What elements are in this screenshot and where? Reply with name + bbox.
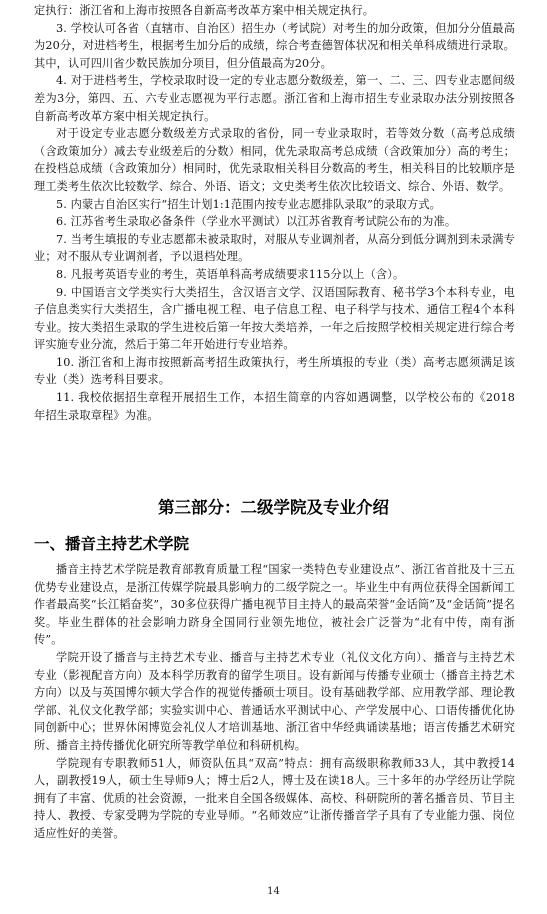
paragraph-continued-rule: 定执行：浙江省和上海市按照各自新高考改革方案中相关规定执行。 [34, 4, 375, 17]
paragraph-rule-7: 7. 当考生填报的专业志愿都未被录取时，对服从专业调剂者，从高分到低分调剂到未录满专业；对不服从专业调剂者，予以退档处理。 [34, 232, 515, 264]
paragraph-rule-4-detail: 对于设定专业志愿分数级差方式录取的省份，同一专业录取时，若等效分数（高考总成绩（含政策加分）减去专业级差后的分数）相同，优先录取高考总成绩（含政策加分）高的考生；在投档总成绩（含政策加分）相同时，优先录取相关科目分数高的考生，相关科目的比较顺序是理工类考生依次比较数学、综合、外语、语文；文史类考生依次比较语文、综合、外语、数学。 [34, 127, 515, 193]
paragraph-college-faculty: 学院现有专职教师51人，师资队伍具“双高”特点：拥有高级职称教师33人，其中教授14人，副教授19人，硕士生导师9人；博士后2人，博士及在读18人。三十多年的办学经历让学院拥有了丰富、优质的社会资源，一批来自全国各级媒体、高校、科研院所的著名播音员、节目主持人、教授、专家受聘为学院的专业导师。“名师效应”让浙传播音学子具有了专业能力强、岗位适应性好的美誉。 [34, 756, 515, 840]
college-introduction-text [34, 561, 515, 843]
page-number: 14 [267, 886, 280, 897]
paragraph-rule-10: 10. 浙江省和上海市按照新高考招生政策执行，考生所填报的专业（类）高考志愿须满足该专业（类）选考科目要求。 [34, 355, 515, 387]
paragraph-rule-6: 6. 江苏省考生录取必备条件（学业水平测试）以江苏省教育考试院公布的为准。 [56, 215, 457, 229]
paragraph-college-overview: 播音主持艺术学院是教育部教育质量工程“国家一类特色专业建设点”、浙江省首批及十三五优势专业建设点，是浙江传媒学院最具影响力的二级学院之一。毕业生中有两位获得全国新闻工作者最高奖“长江韬奋奖”，30多位获得广播电视节目主持人的最高荣誉“金话筒”及“金话筒”提名奖。毕业生群体的社会影响力跻身全国同行业领先地位，被社会广泛誉为“北有中传，南有浙传”。 [34, 563, 515, 647]
admission-rules-text [34, 2, 515, 424]
paragraph-rule-3: 3. 学校认可各省（直辖市、自治区）招生办（考试院）对考生的加分政策，但加分分值最高为20分，对进档考生，根据考生加分后的成绩，综合考查德智体状况和相关单科成绩进行录取。其中，认可四川省少数民族加分项目，但分值最高为20分。 [34, 21, 515, 70]
paragraph-rule-5: 5. 内蒙古自治区实行“招生计划1:1范围内按专业志愿排队录取”的录取方式。 [56, 197, 442, 211]
part-title: 第三部分：二级学院及专业介绍 [158, 498, 389, 517]
paragraph-rule-11: 11. 我校依据招生章程开展招生工作，本招生简章的内容如遇调整，以学校公布的《2018年招生录取章程》为准。 [34, 391, 515, 422]
paragraph-rule-8: 8. 凡报考英语专业的考生，英语单科高考成绩要求115分以上（含）。 [56, 267, 405, 281]
paragraph-rule-9: 9. 中国语言文学类实行大类招生，含汉语言文学、汉语国际教育、秘书学3个本科专业，电子信息类实行大类招生，含广播电视工程、电子信息工程、电子科学与技术、通信工程4个本科专业。按大类招生录取的学生进校后第一年按大类培养，一年之后按照学校相关规定进行综合考评实施专业分流，然后于第二年开始进行专业培养。 [34, 285, 515, 352]
paragraph-college-programs: 学院开设了播音与主持艺术专业、播音与主持艺术专业（礼仪文化方向）、播音与主持艺术专业（影视配音方向）及本科学历教育的留学生项目。设有新闻与传播专业硕士（播音主持艺术方向）以及与英国博尔顿大学合作的视觉传播硕士项目。设有基础教学部、应用教学部、理论教学部、礼仪文化教学部；实验实训中心、普通话水平测试中心、产学发展中心、口语传播优化协同创新中心；世界休闲博览会礼仪人才培训基地、浙江省中华经典诵读基地；语言传播艺术研究所、播音主持传播优化研究所等教学单位和科研机构。 [34, 650, 515, 752]
paragraph-rule-4: 4. 对于进档考生，学校录取时设一定的专业志愿分数级差，第一、二、三、四专业志愿间级差为3分，第四、五、六专业志愿视为平行志愿。浙江省和上海市招生专业录取办法分别按照各自新高考改革方案中相关规定执行。 [34, 74, 515, 123]
section-title: 一、播音主持艺术学院 [34, 535, 190, 553]
